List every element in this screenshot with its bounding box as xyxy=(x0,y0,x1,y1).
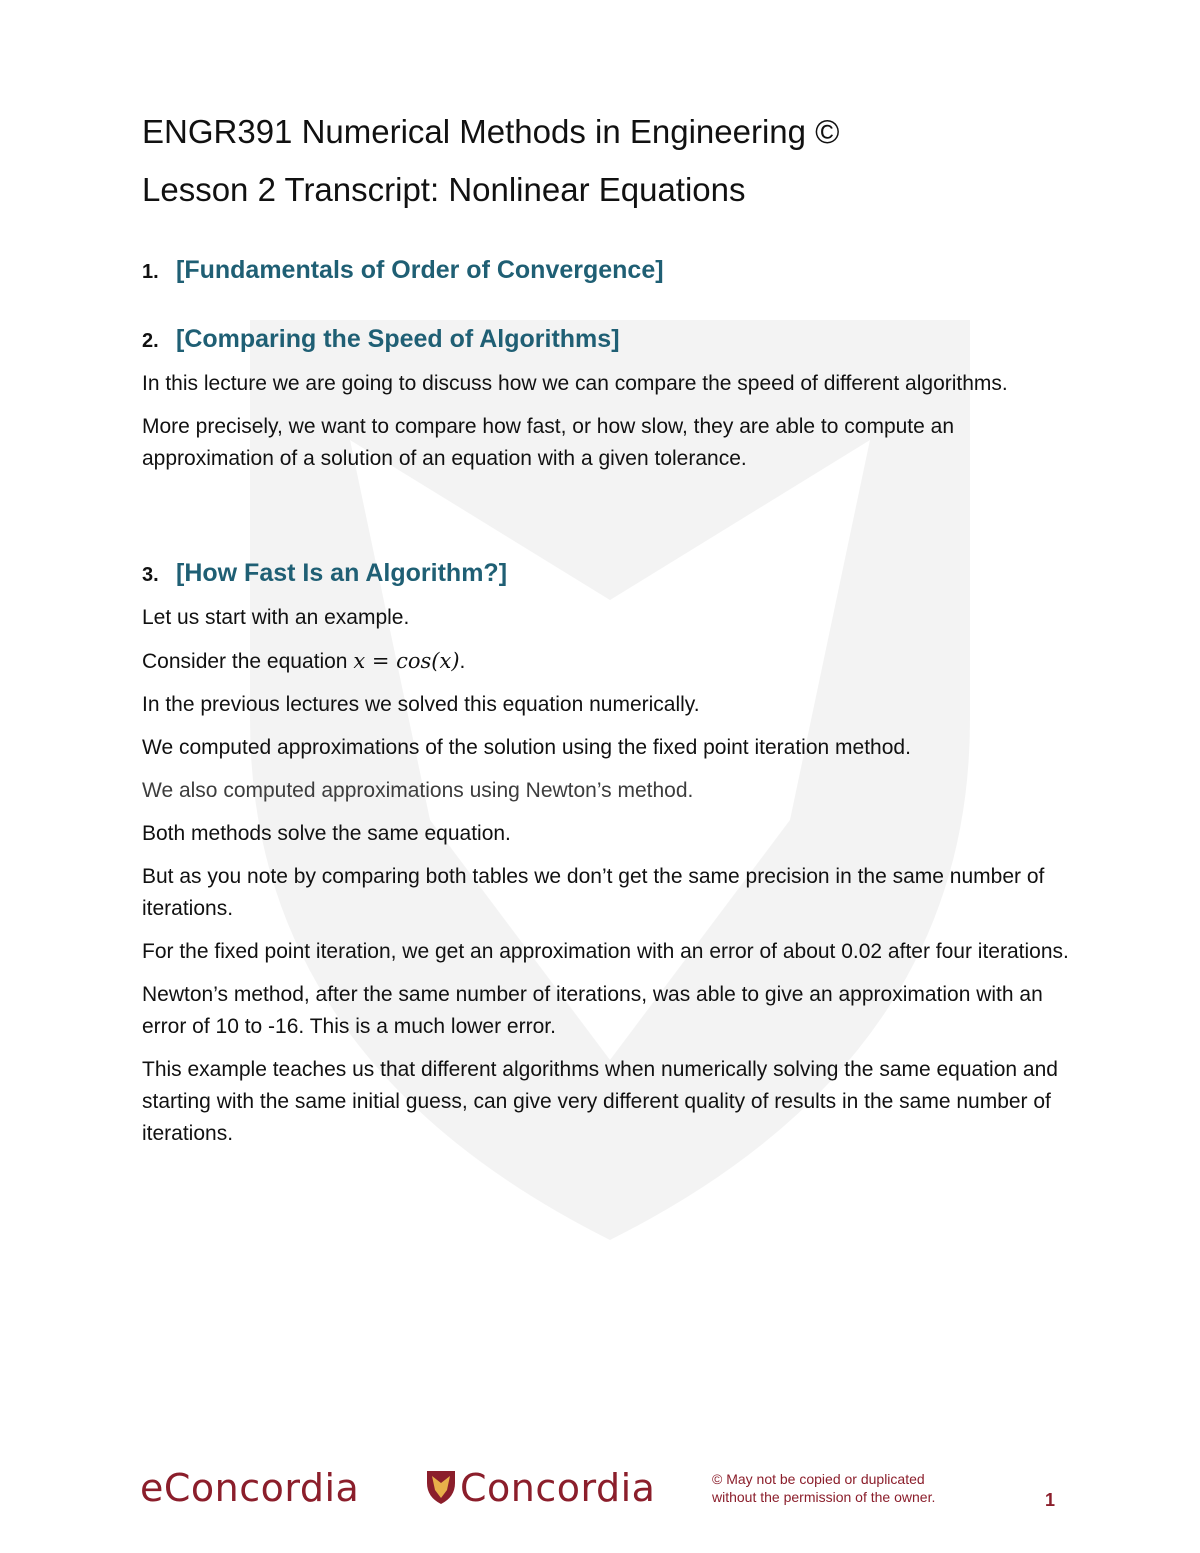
section-title: [Comparing the Speed of Algorithms] xyxy=(176,325,620,353)
paragraph: In the previous lectures we solved this equation numerically. xyxy=(142,693,700,716)
document-title: ENGR391 Numerical Methods in Engineering © xyxy=(142,113,840,150)
paragraph: Let us start with an example. xyxy=(142,606,410,629)
equation: x = cos(x) xyxy=(353,649,460,673)
section-3-body xyxy=(142,602,1072,1150)
section-heading-2 xyxy=(142,325,1072,354)
document-subtitle: Lesson 2 Transcript: Nonlinear Equations xyxy=(142,171,746,208)
section-number: 2. xyxy=(142,330,159,352)
page-number: 1 xyxy=(1045,1490,1056,1510)
paragraph: Newton’s method, after the same number of iterations, was able to give an approximation with an error of 10 to -16. This is a much lower error. xyxy=(142,983,1043,1038)
copyright-line: © May not be copied or duplicated xyxy=(712,1471,925,1487)
section-2-body xyxy=(142,368,1072,475)
paragraph: But as you note by comparing both tables we don’t get the same precision in the same number of iterations. xyxy=(142,865,1045,920)
section-title: [Fundamentals of Order of Convergence] xyxy=(176,256,664,284)
paragraph: In this lecture we are going to discuss how we can compare the speed of different algorithms. xyxy=(142,372,1008,395)
paragraph: We computed approximations of the solution using the fixed point iteration method. xyxy=(142,736,911,759)
copyright-line: without the permission of the owner. xyxy=(712,1489,936,1505)
section-title: [How Fast Is an Algorithm?] xyxy=(176,559,508,587)
paragraph: We also computed approximations using Newton’s method. xyxy=(142,779,694,802)
concordia-shield-icon xyxy=(426,1469,456,1505)
econcordia-logo: eConcordia xyxy=(140,1466,360,1510)
paragraph: More precisely, we want to compare how fast, or how slow, they are able to compute an approximation of a solution of an equation with a given tolerance. xyxy=(142,415,955,470)
paragraph-text: . xyxy=(459,650,466,673)
paragraph-text: Consider the equation xyxy=(142,650,354,673)
section-heading-1 xyxy=(142,256,1072,285)
copyright-notice xyxy=(712,1470,935,1506)
document-content xyxy=(142,108,1072,1161)
concordia-logo-text: Concordia xyxy=(460,1466,656,1510)
paragraph-with-equation xyxy=(142,645,1072,678)
section-number: 3. xyxy=(142,564,159,586)
concordia-logo xyxy=(426,1466,655,1510)
paragraph: Both methods solve the same equation. xyxy=(142,822,511,845)
section-heading-3 xyxy=(142,559,1072,588)
paragraph: For the fixed point iteration, we get an approximation with an error of about 0.02 after four iterations. xyxy=(142,940,1069,963)
paragraph: This example teaches us that different algorithms when numerically solving the same equation and starting with the same initial guess, can give very different quality of results in the same number of iterations. xyxy=(142,1058,1058,1145)
page-footer xyxy=(0,1460,1200,1520)
section-number: 1. xyxy=(142,261,159,283)
